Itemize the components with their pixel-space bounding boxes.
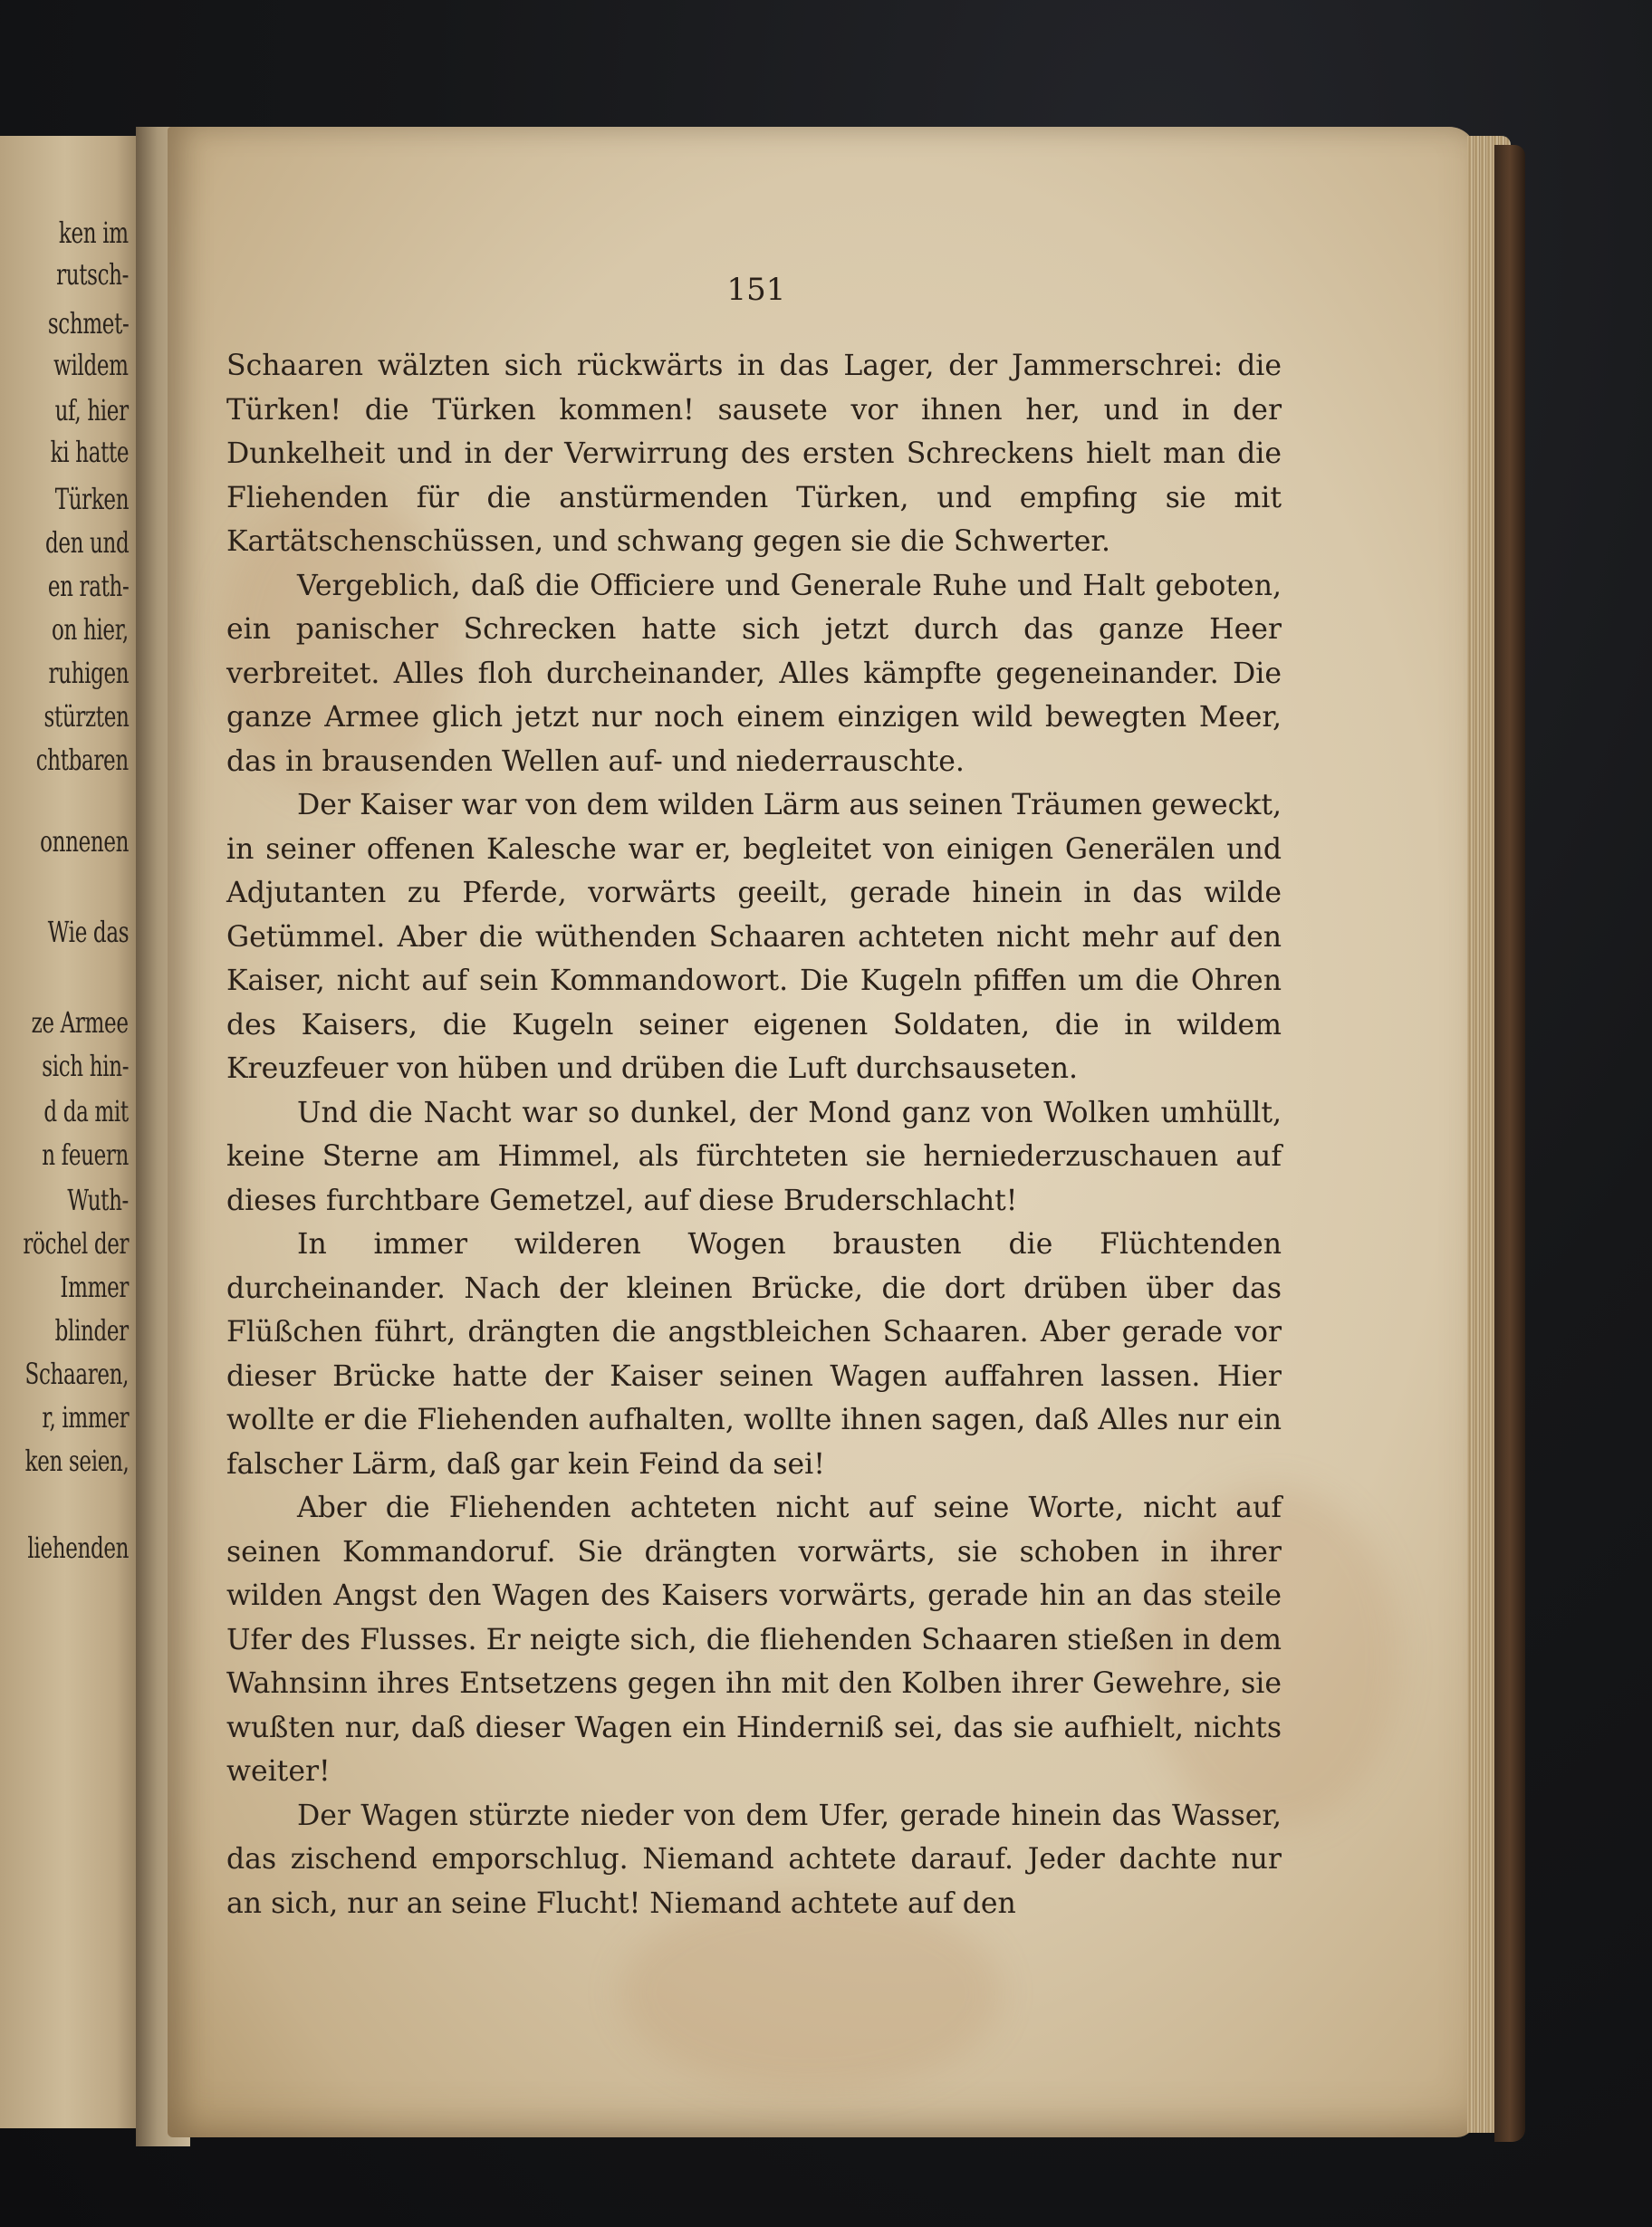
paragraph: Und die Nacht war so dunkel, der Mond ganz von Wolken umhüllt, keine Sterne am Himmel, als fürchteten sie herniederzuschauen auf dieses furchtbare Gemetzel, auf diese Bruderschlacht! [226, 1096, 1282, 1217]
paragraph: Schaaren wälzten sich rückwärts in das Lager, der Jammerschrei: die Türken! die Türken kommen! sausete vor ihnen her, und in der Dunkelheit und in der Verwirrung des ersten Schreckens hielt man die Fliehenden für die anstürmenden Türken, und empfing sie mit Kartätschenschüssen, und schwang gegen sie die Schwerter. [226, 350, 1282, 558]
left-page-fragment: stürzten [43, 699, 129, 734]
left-page-fragment: Türken [54, 482, 129, 516]
left-page-fragment: d da mit [43, 1094, 129, 1128]
left-page-fragment: chtbaren [35, 743, 129, 777]
left-page-fragment: ki hatte [50, 435, 129, 469]
left-page-fragment: Wie das [47, 915, 129, 949]
left-page-fragment: uf, hier [54, 393, 129, 427]
left-page-fragment: wildem [53, 348, 129, 382]
paragraph: Der Wagen stürzte nieder von dem Ufer, gerade hinein das Wasser, das zischend emporschlug. Niemand achtete darauf. Jeder dachte nur an sich, nur an seine Flucht! Niemand achtete auf den [226, 1799, 1282, 1920]
left-page-fragment: onnenen [40, 824, 129, 859]
left-page-fragment: sich hin- [42, 1049, 129, 1083]
left-page-fragment: rutsch- [56, 257, 129, 292]
left-page-fragment: en rath- [47, 569, 129, 603]
left-page-fragment: ruhigen [48, 656, 129, 690]
left-page-fragment: Wuth- [67, 1183, 129, 1217]
left-page-fragment: röchel der [23, 1226, 129, 1261]
left-page-fragment: den und [44, 525, 129, 560]
left-page-fragment: ze Armee [32, 1005, 129, 1040]
left-page-fragment: blinder [54, 1313, 129, 1348]
left-page-fragment: schmet- [47, 306, 129, 341]
paragraph: Vergeblich, daß die Officiere und Generale Ruhe und Halt geboten, ein panischer Schrecken hatte sich jetzt durch das ganze Heer verbreitet. Alles floh durcheinander, Alles kämpfte gegeneinander. Die ganze Armee glich jetzt nur noch einem einzigen wild bewegten Meer, das in brausenden Wellen auf- und niederrauschte. [226, 569, 1282, 778]
left-page-fragment: Schaaren, [24, 1357, 129, 1391]
left-page-fragment: liehenden [27, 1531, 129, 1565]
paragraph: Der Kaiser war von dem wilden Lärm aus seinen Träumen geweckt, in seiner offenen Kalesche war er, begleitet von einigen Generälen und Adjutanten zu Pferde, vorwärts geeilt, gerade hinein in das wilde Getümmel. Aber die wüthenden Schaaren achteten nicht mehr auf den Kaiser, nicht auf sein Kommandowort. Die Kugeln pfiffen um die Ohren des Kaisers, die Kugeln seiner eigenen Soldaten, die in wildem Kreuzfeuer von hüben und drüben die Luft durchsauseten. [226, 789, 1282, 1085]
paragraph: In immer wilderen Wogen brausten die Flüchtenden durcheinander. Nach der kleinen Brücke, die dort drüben über das Flüßchen führt, drängten die angstbleichen Schaaren. Aber gerade vor dieser Brücke hatte der Kaiser seinen Wagen auffahren lassen. Hier wollte er die Fliehenden aufhalten, wollte ihnen sagen, daß Alles nur ein falscher Lärm, daß gar kein Feind da sei! [226, 1228, 1282, 1481]
paragraph: Aber die Fliehenden achteten nicht auf seine Worte, nicht auf seinen Kommandoruf. Sie drängten vorwärts, sie schoben in ihrer wilden Angst den Wagen des Kaisers vorwärts, gerade hin an das steile Ufer des Flusses. Er neigte sich, die fliehenden Schaaren stießen in dem Wahnsinn ihres Entsetzens gegen ihn mit den Kolben ihrer Gewehre, sie wußten nur, daß dieser Wagen ein Hinderniß sei, das sie aufhielt, nichts weiter! [226, 1492, 1282, 1788]
page-header [688, 272, 824, 308]
page-number: 151 [726, 272, 786, 308]
left-page-fragment: ken seien, [24, 1444, 129, 1478]
previous-page [0, 136, 145, 2128]
left-page-fragment: n feuern [42, 1137, 129, 1172]
book-cover-edge [1494, 145, 1525, 2142]
body-text [226, 344, 1282, 1925]
left-page-fragment: r, immer [42, 1400, 129, 1435]
left-page-fragment: Immer [60, 1270, 129, 1304]
left-page-fragment: ken im [59, 216, 129, 250]
left-page-fragment: on hier, [52, 612, 129, 647]
